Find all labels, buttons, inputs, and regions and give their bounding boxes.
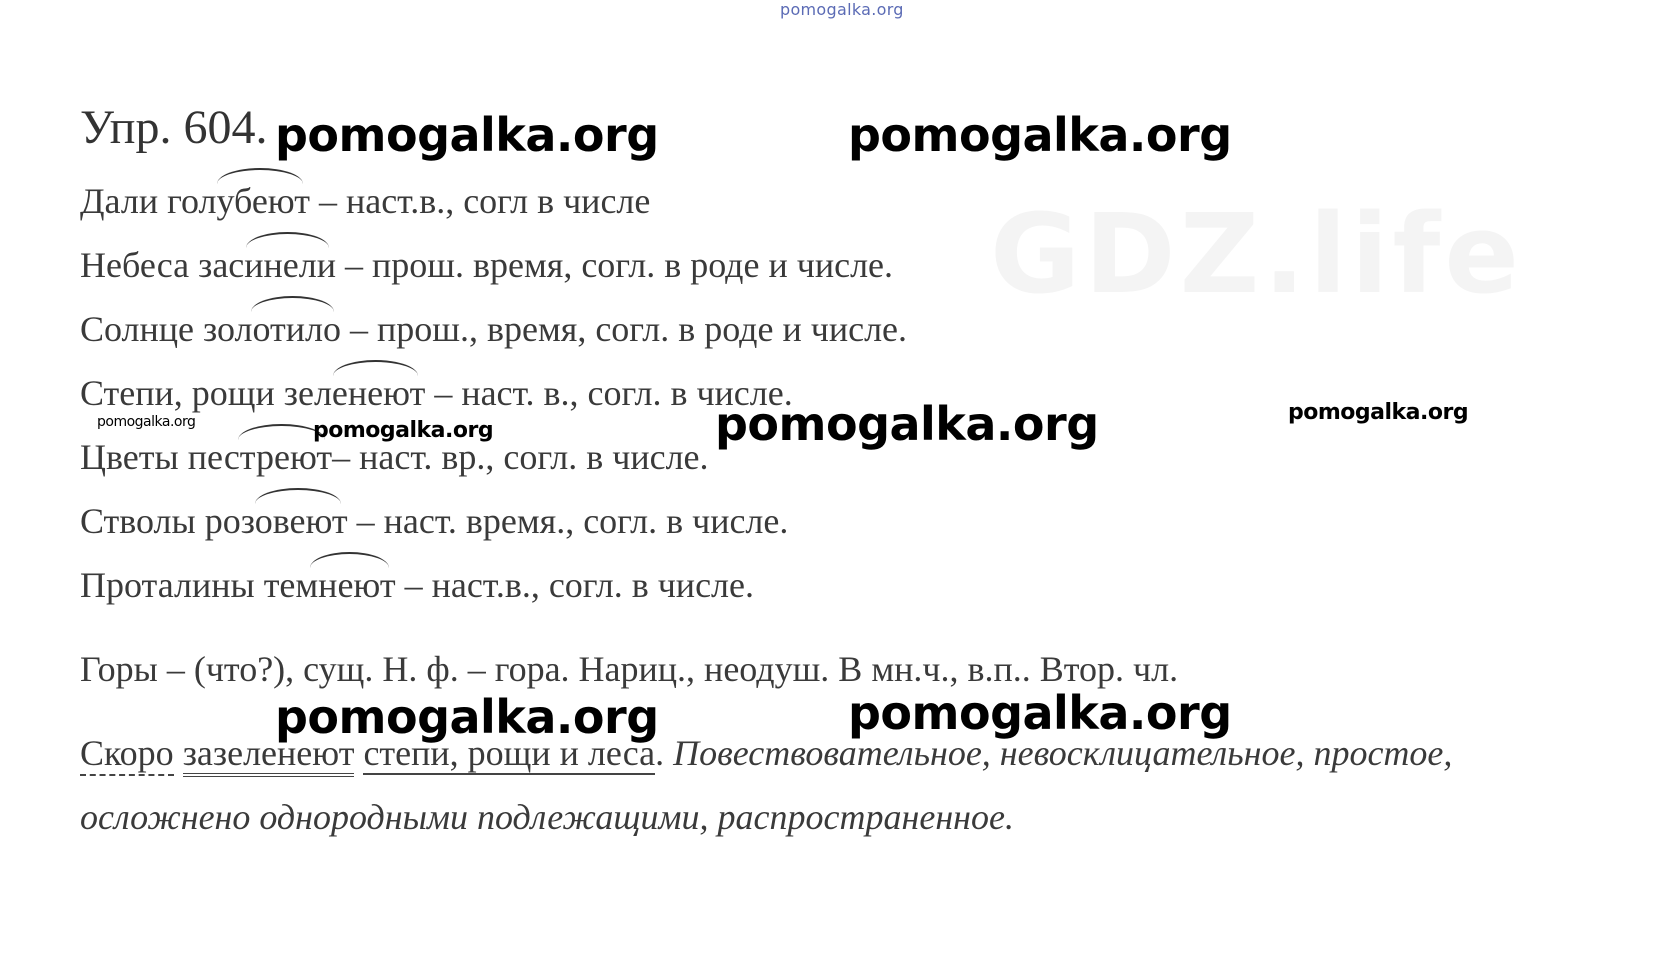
watermark: pomogalka.org <box>848 108 1232 162</box>
marked-verb <box>203 308 341 350</box>
watermark: pomogalka.org <box>97 414 196 430</box>
grammar-note: – наст.в., согл. в числе. <box>395 565 754 605</box>
grammar-note: – прош., время, согл. в роде и числе. <box>341 309 908 349</box>
answer-line <box>80 244 893 286</box>
answer-line <box>80 372 793 414</box>
grammar-note: – наст. время., согл. в числе. <box>347 501 789 541</box>
suffix-arc-mark <box>310 552 389 568</box>
suffix-arc-mark <box>246 232 329 248</box>
predicate-word: зазеленеют <box>183 733 355 777</box>
marked-verb-text: засинели <box>198 245 337 285</box>
watermark: pomogalka.org <box>715 397 1099 451</box>
marked-verb <box>188 436 332 478</box>
marked-verb <box>205 500 348 542</box>
watermark: pomogalka.org <box>848 686 1232 740</box>
suffix-arc-mark <box>238 424 325 440</box>
suffix-arc-mark <box>217 168 303 184</box>
grammar-note: – наст.в., согл в числе <box>309 181 651 221</box>
characteristic-1: Повествовательное, невосклицательное, простое, <box>673 733 1453 773</box>
sentence-end: . <box>655 733 665 773</box>
marked-verb <box>264 564 396 606</box>
answer-line <box>80 564 754 606</box>
site-link[interactable]: pomogalka.org <box>780 0 904 19</box>
grammar-note: – наст. в., согл. в числе. <box>425 373 793 413</box>
marked-verb-text: темнеют <box>263 565 396 605</box>
parse-line: Горы – (что?), сущ. Н. ф. – гора. Нариц., неодуш. В мн.ч., в.п.. Втор. чл. <box>80 649 1179 689</box>
subject-text: Цветы <box>80 437 188 477</box>
subject-text: Проталины <box>80 565 264 605</box>
subject-text: Небеса <box>80 245 199 285</box>
watermark: pomogalka.org <box>275 108 659 162</box>
subject-text: Стволы <box>80 501 205 541</box>
suffix-arc-mark <box>333 360 418 376</box>
answer-line <box>80 308 907 350</box>
watermark: pomogalka.org <box>1288 400 1469 425</box>
sentence-line-2: осложнено однородными подлежащими, распространенное. <box>80 797 1015 837</box>
subject-text: Солнце <box>80 309 204 349</box>
marked-verb <box>284 372 426 414</box>
watermark: pomogalka.org <box>313 418 494 443</box>
suffix-arc-mark <box>251 296 334 312</box>
subject-text: Степи, рощи <box>80 373 284 413</box>
marked-verb-text: пестреют <box>187 437 333 477</box>
marked-verb <box>167 180 310 222</box>
marked-verb-text: розовеют <box>204 501 348 541</box>
exercise-title: Упр. 604. <box>80 101 268 154</box>
marked-verb-text: зеленеют <box>283 373 426 413</box>
answer-line <box>80 180 650 222</box>
grammar-note: – наст. вр., согл. в числе. <box>332 437 709 477</box>
marked-verb-text: голубеют <box>167 181 310 221</box>
grammar-note: – прош. время, согл. в роде и числе. <box>336 245 894 285</box>
watermark: pomogalka.org <box>275 690 659 744</box>
marked-verb <box>198 244 336 286</box>
subjects-words: степи, рощи и леса <box>363 733 656 773</box>
ghost-watermark: GDZ.life <box>990 190 1524 318</box>
answer-line <box>80 500 788 542</box>
subject-text: Дали <box>80 181 168 221</box>
adverb-word: Скоро <box>80 733 174 776</box>
marked-verb-text: золотило <box>203 309 342 349</box>
suffix-arc-mark <box>255 488 341 504</box>
